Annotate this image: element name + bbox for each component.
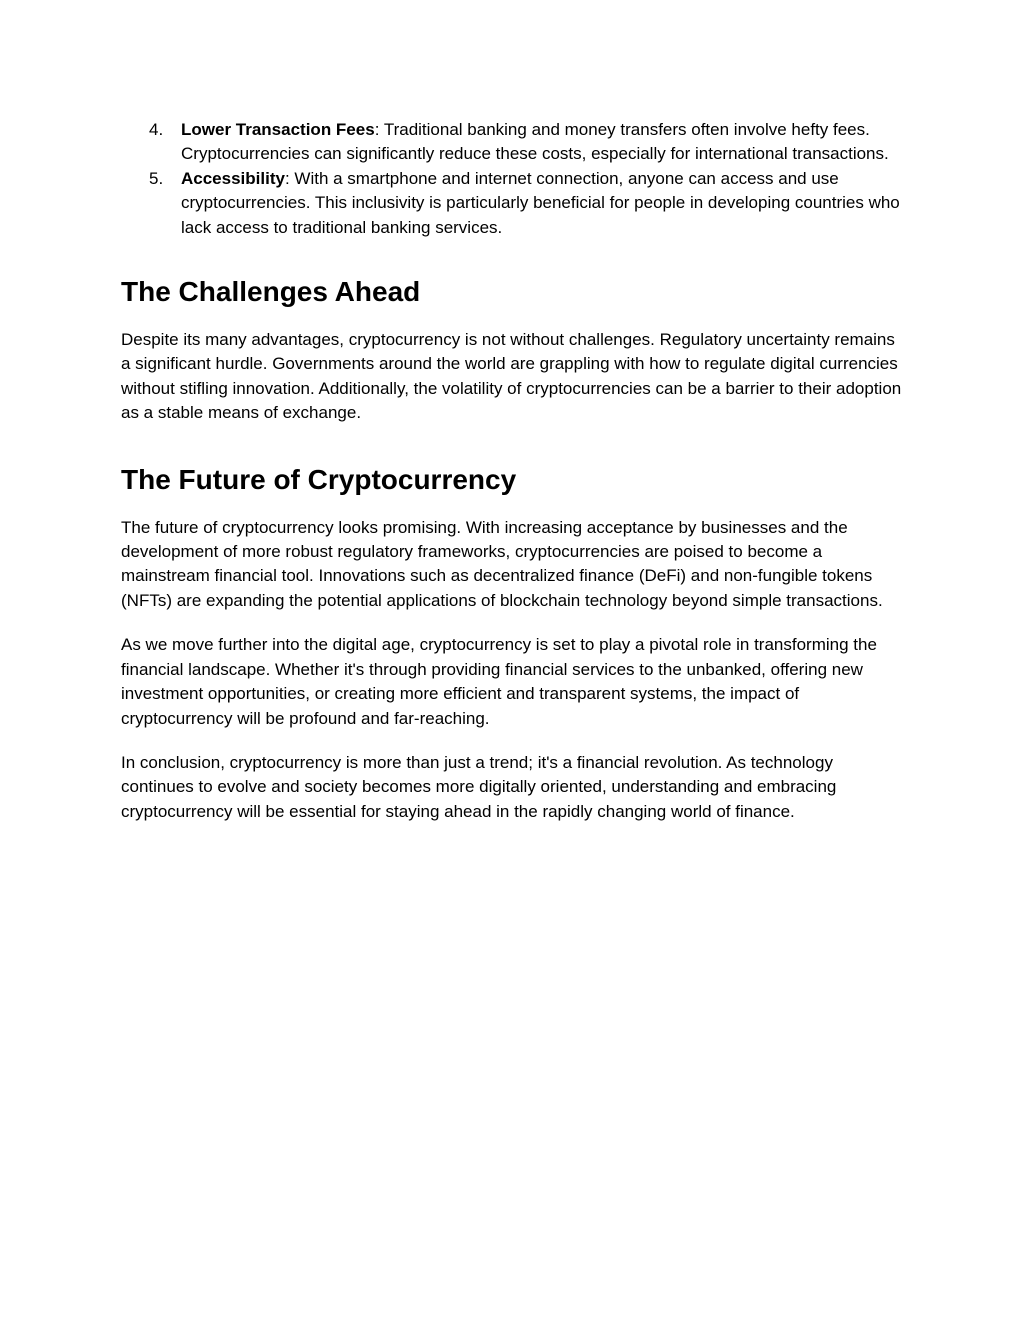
list-item-term: Lower Transaction Fees xyxy=(181,120,375,139)
benefits-list xyxy=(121,118,906,240)
future-heading: The Future of Cryptocurrency xyxy=(121,463,517,495)
challenges-heading: The Challenges Ahead xyxy=(121,276,421,308)
future-paragraph-1: The future of cryptocurrency looks promising. With increasing acceptance by businesses and the development of more robust regulatory frameworks, cryptocurrencies are poised to become a mainstream financial tool. Innovations such as decentralized finance (DeFi) and non-fungible tokens (NFTs) are expanding the potential applications of blockchain technology beyond simple transactions. xyxy=(121,517,883,610)
document-page xyxy=(121,118,906,824)
list-item-number: 4. xyxy=(149,120,164,139)
list-item-text: : Traditional banking and money transfers often involve hefty fees. Cryptocurrencies can significantly reduce these costs, especially for international transactions. xyxy=(181,120,889,164)
future-paragraph-2: As we move further into the digital age, cryptocurrency is set to play a pivotal role in transforming the financial landscape. Whether it's through providing financial services to the unbanked, offering new investment opportunities, or creating more efficient and transparent systems, the impact of cryptocurrency will be profound and far-reaching. xyxy=(121,635,877,728)
challenges-paragraph: Despite its many advantages, cryptocurrency is not without challenges. Regulatory uncertainty remains a significant hurdle. Governments around the world are grappling with how to regulate digital currencies without stifling innovation. Additionally, the volatility of cryptocurrencies can be a barrier to their adoption as a stable means of exchange. xyxy=(121,330,902,423)
list-item xyxy=(121,118,906,167)
list-item-term: Accessibility xyxy=(181,168,285,188)
list-item xyxy=(121,167,906,240)
conclusion-paragraph: In conclusion, cryptocurrency is more than just a trend; it's a financial revolution. As technology continues to evolve and society becomes more digitally oriented, understanding and embracing cryptocurrency will be essential for staying ahead in the rapidly changing world of finance. xyxy=(121,752,837,821)
list-item-text: : With a smartphone and internet connection, anyone can access and use cryptocurrencies. This inclusivity is particularly beneficial for people in developing countries who lack access to traditional banking services. xyxy=(181,168,900,237)
list-item-number: 5. xyxy=(149,168,164,188)
